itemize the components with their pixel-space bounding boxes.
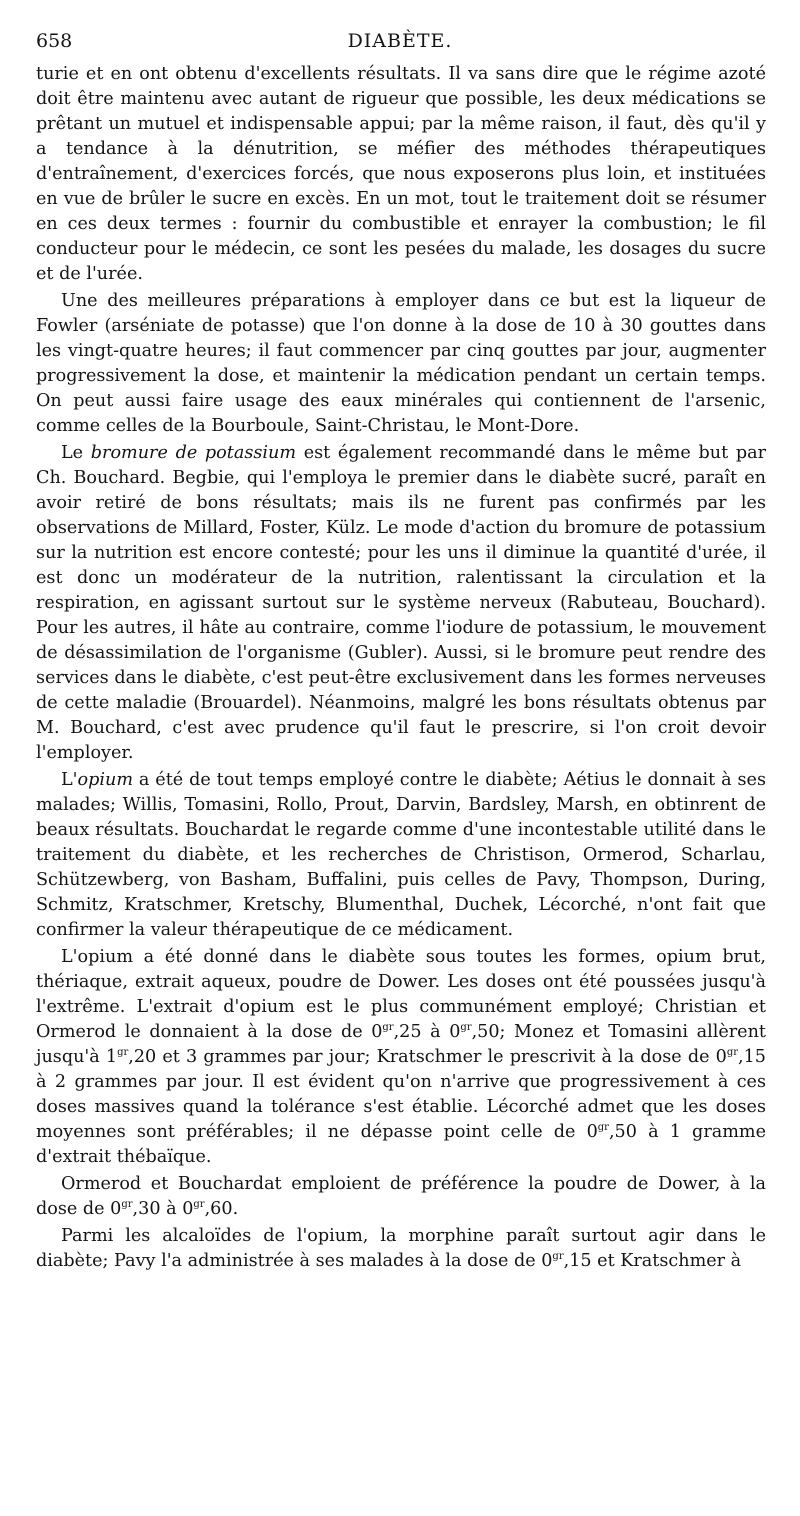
unit-superscript: gr — [460, 1022, 472, 1034]
page-header — [36, 30, 764, 58]
text-run: ,30 à 0 — [132, 1199, 194, 1219]
unit-superscript: gr — [121, 1199, 133, 1211]
text-run: turie et en ont obtenu d'excellents résultats. Il va sans dire que le régime azoté doit être maintenu avec autant de rigueur que possible, les deux médications se prêtant un mutuel et indispensable appui; par la même raison, il faut, dès qu'il y a tendance à la dénutrition, se méfier des méthodes thérapeutiques d'entraînement, d'exercices forcés, que nous exposerons plus loin, et instituées en vue de brûler le sucre en excès. En un mot, tout le traitement doit se résumer en ces deux termes : fournir du combustible et enrayer la combustion; le fil conducteur pour le médecin, ce sont les pesées du malade, les dosages du sucre et de l'urée. — [36, 64, 766, 284]
unit-superscript: gr — [193, 1199, 205, 1211]
page-number: 658 — [36, 30, 73, 52]
unit-superscript: gr — [552, 1251, 564, 1263]
unit-superscript: gr — [117, 1047, 129, 1059]
text-run: L' — [61, 770, 78, 790]
text-run: Une des meilleures préparations à employer dans ce but est la liqueur de Fowler (arséniate de potasse) que l'on donne à la dose de 10 à 30 gouttes dans les vingt-quatre heures; il faut commencer par cinq gouttes par jour, augmenter progressivement la dose, et maintenir la médication pendant un certain temps. On peut aussi faire usage des eaux minérales qui contiennent de l'arsenic, comme celles de la Bourboule, Saint-Christau, le Mont-Dore. — [36, 291, 766, 436]
text-run: ,25 à 0 — [393, 1022, 461, 1042]
text-run: Ormerod et Bouchardat emploient de préférence la poudre de Dower, à la dose de 0 — [36, 1174, 766, 1219]
body-text — [36, 62, 766, 1274]
paragraph — [36, 62, 766, 287]
unit-superscript: gr — [597, 1122, 609, 1134]
text-run: ,60. — [204, 1199, 239, 1219]
text-run: ,15 à 2 grammes par jour. Il est évident qu'on n'arrive que progressivement à ces doses massives quand la tolérance s'est établie. Lécorché admet que les doses moyennes sont préférables; il ne dépasse point celle de 0 — [36, 1047, 766, 1142]
text-run: est également recommandé dans le même but par Ch. Bouchard. Begbie, qui l'employa le premier dans le diabète sucré, paraît en avoir retiré de bons résultats; mais ils ne furent pas confirmés par les observations de Millard, Foster, Külz. Le mode d'action du bromure de potassium sur la nutrition est encore contesté; pour les uns il diminue la quantité d'urée, il est donc un modérateur de la nutrition, ralentissant la circulation et la respiration, en agissant surtout sur le système nerveux (Rabuteau, Bouchard). Pour les autres, il hâte au contraire, comme l'iodure de potassium, le mouvement de désassimilation de l'organisme (Gubler). Aussi, si le bromure peut rendre des services dans le diabète, c'est peut-être exclusivement dans les formes nerveuses de cette maladie (Brouardel). Néanmoins, malgré les bons résultats obtenus par M. Bouchard, c'est avec prudence qu'il faut le prescrire, si l'on croit devoir l'employer. — [36, 443, 766, 763]
text-run: Le — [61, 443, 91, 463]
text-run: ,50; Monez et Tomasini allèrent jusqu'à 1 — [36, 1022, 766, 1067]
emphasis-text: bromure de potassium — [90, 443, 297, 463]
text-run: ,15 et Kratschmer à — [563, 1251, 742, 1271]
unit-superscript: gr — [382, 1022, 394, 1034]
text-run: ,50 à 1 gramme d'extrait thébaïque. — [36, 1122, 766, 1167]
emphasis-text: opium — [77, 770, 134, 790]
unit-superscript: gr — [726, 1047, 739, 1059]
paragraph — [36, 441, 766, 766]
running-title: DIABÈTE. — [347, 30, 453, 52]
paragraph — [36, 768, 766, 943]
paragraph — [36, 1224, 766, 1274]
text-run: a été de tout temps employé contre le diabète; Aétius le donnait à ses malades; Willis, Tomasini, Rollo, Prout, Darvin, Bardsley, Marsh, en obtinrent de beaux résultats. Bouchardat le regarde comme d'une incontestable utilité dans le traitement du diabète, et les recherches de Christison, Ormerod, Scharlau, Schützewberg, von Basham, Buffalini, puis celles de Pavy, Thompson, During, Schmitz, Kratschmer, Kretschy, Blumenthal, Duchek, Lécorché, n'ont fait que confirmer la valeur thérapeutique de ce médicament. — [36, 770, 766, 940]
text-run: Parmi les alcaloïdes de l'opium, la morphine paraît surtout agir dans le diabète; Pavy l'a administrée à ses malades à la dose de 0 — [36, 1226, 766, 1271]
paragraph — [36, 945, 766, 1170]
text-run: L'opium a été donné dans le diabète sous toutes les formes, opium brut, thériaque, extrait aqueux, poudre de Dower. Les doses ont été poussées jusqu'à l'extrême. L'extrait d'opium est le plus communément employé; Christian et Ormerod le donnaient à la dose de 0 — [36, 947, 766, 1042]
paragraph — [36, 1172, 766, 1222]
paragraph — [36, 289, 766, 439]
text-run: ,20 et 3 grammes par jour; Kratschmer le prescrivit à la dose de 0 — [128, 1047, 727, 1067]
